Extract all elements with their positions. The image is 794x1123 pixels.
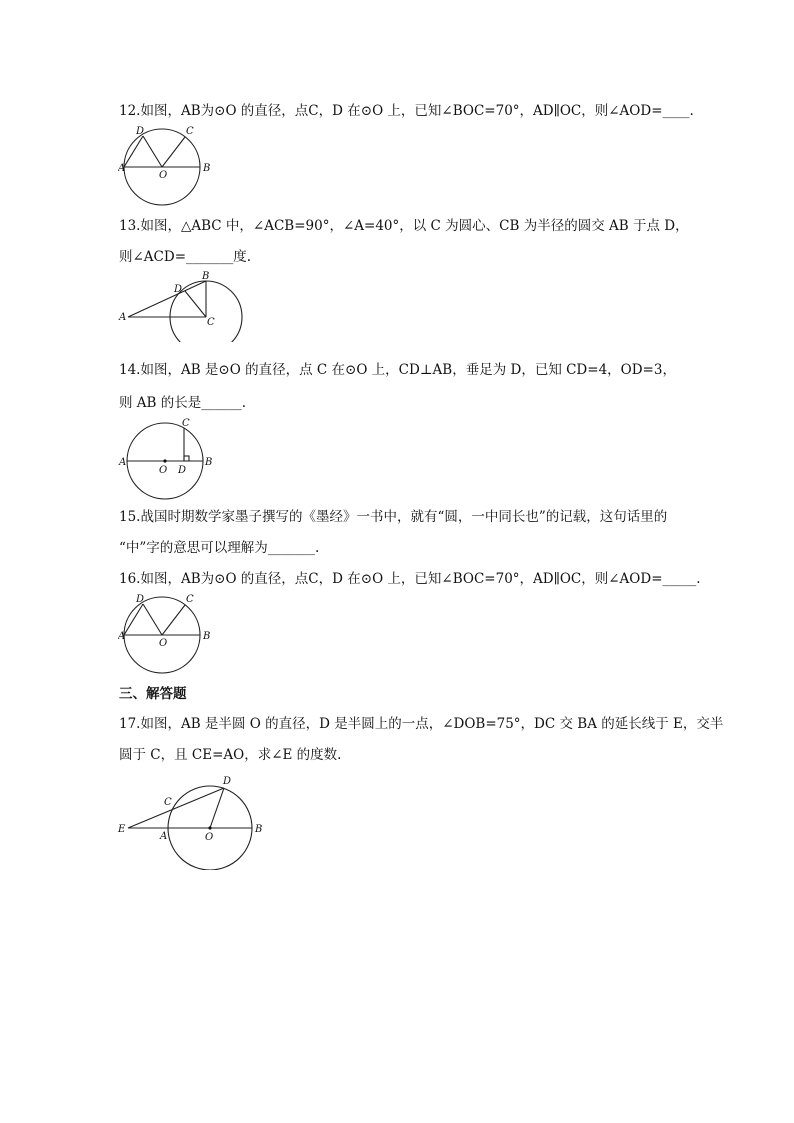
- segment-ab: [128, 281, 206, 317]
- label-c: C: [164, 797, 172, 808]
- segment-od: [143, 136, 162, 167]
- label-o: O: [159, 638, 168, 649]
- question-13-text-line-1: 13.如图，△ABC 中，∠ACB=90°，∠A=40°，以 C 为圆心、CB 为半径的圆交 AB 于点 D，: [119, 218, 689, 234]
- label-a: A: [118, 163, 126, 174]
- label-c: C: [186, 126, 194, 137]
- section-title: 三、解答题: [119, 686, 187, 702]
- center-point: [208, 826, 211, 829]
- label-a: A: [118, 631, 126, 642]
- label-o: O: [159, 170, 168, 181]
- label-o: O: [205, 832, 214, 843]
- segment-od: [210, 788, 224, 828]
- segment-cd: [185, 291, 206, 317]
- label-d: D: [223, 776, 232, 787]
- segment-oc: [162, 137, 185, 167]
- center-point: [163, 459, 166, 462]
- question-14-text-line-2: 则 AB 的长是______.: [119, 395, 247, 411]
- question-14-figure: [118, 416, 218, 500]
- label-c: C: [207, 317, 215, 328]
- label-b: B: [205, 457, 213, 468]
- question-13-text-line-2: 则∠ACD=_______度.: [119, 249, 252, 265]
- question-17-text-line-2: 圆于 C，且 CE=AO，求∠E 的度数.: [119, 747, 342, 763]
- question-14-text-line-1: 14.如图，AB 是⊙O 的直径，点 C 在⊙O 上，CD⊥AB，垂足为 D，已知 CD=4，OD=3，: [119, 362, 676, 378]
- label-d: D: [178, 465, 187, 476]
- question-15-text-line-1: 15.战国时期数学家墨子撰写的《墨经》一书中，就有“圆，一中同长也”的记载，这句话里的: [119, 509, 668, 525]
- question-16-figure: [118, 592, 218, 674]
- label-d: D: [136, 126, 145, 137]
- label-d: D: [174, 284, 183, 295]
- label-b: B: [203, 631, 211, 642]
- label-b: B: [203, 163, 211, 174]
- label-b: B: [202, 271, 210, 282]
- question-12-text: 12.如图，AB为⊙O 的直径，点C，D 在⊙O 上，已知∠BOC=70°，AD∥OC，则∠AOD=____.: [119, 103, 694, 119]
- question-15-text-line-2: “中”字的意思可以理解为_______.: [119, 540, 320, 556]
- label-a: A: [119, 457, 127, 468]
- label-c: C: [182, 418, 190, 429]
- label-d: D: [136, 594, 145, 605]
- question-13-figure: [118, 270, 244, 342]
- label-b: B: [255, 824, 263, 835]
- right-angle-mark: [184, 456, 189, 461]
- line-ed: [128, 788, 224, 828]
- question-17-figure: [116, 772, 268, 870]
- segment-od: [143, 604, 162, 635]
- segment-oc: [162, 605, 185, 635]
- question-17-text-line-1: 17.如图，AB 是半圆 O 的直径，D 是半圆上的一点，∠DOB=75°，DC 交 BA 的延长线于 E，交半: [119, 716, 724, 732]
- label-a: A: [160, 831, 168, 842]
- question-16-text: 16.如图，AB为⊙O 的直径，点C，D 在⊙O 上，已知∠BOC=70°，AD∥OC，则∠AOD=_____.: [119, 571, 701, 587]
- label-a: A: [119, 312, 127, 323]
- label-e: E: [118, 824, 126, 835]
- label-c: C: [186, 594, 194, 605]
- label-o: O: [159, 465, 168, 476]
- question-12-figure: [118, 124, 218, 206]
